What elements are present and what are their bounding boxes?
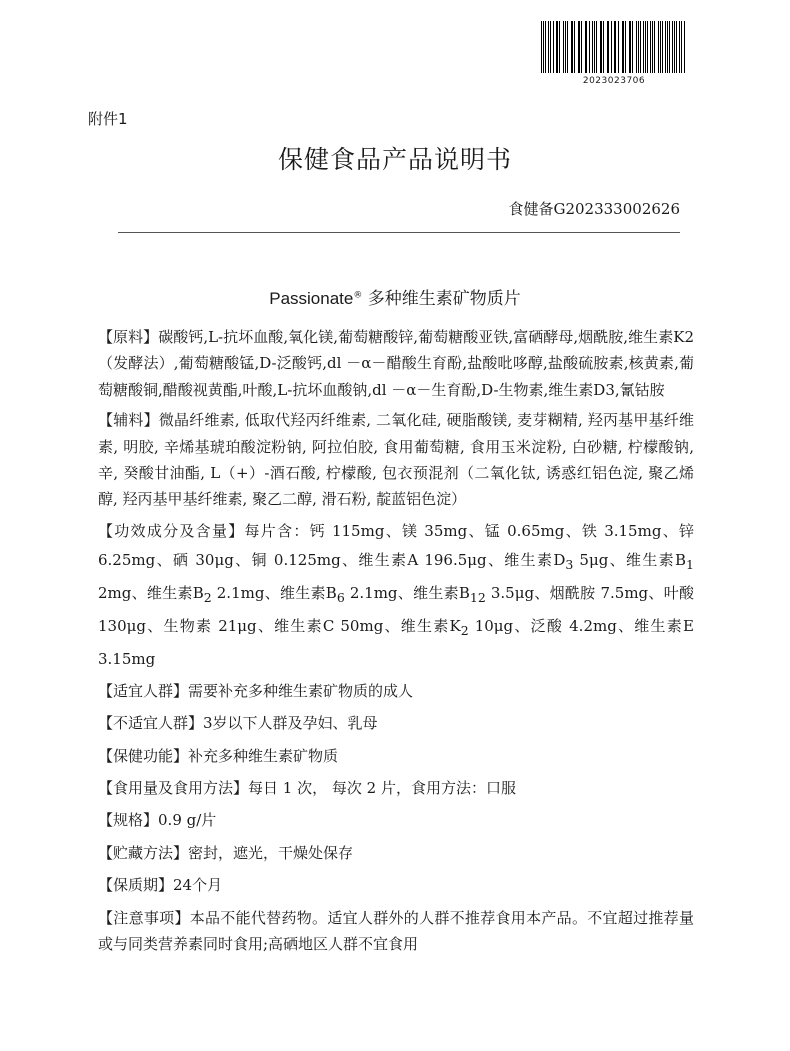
section-text: 10μg、泛酸 4.2mg、维生素E 3.15mg [98,616,694,668]
product-name [0,284,790,309]
attachment-label: 附件1 [88,110,128,128]
section-text: 补充多种维生素矿物质 [188,746,339,765]
section-label: 【食用量及食用方法】 [98,779,249,798]
document-body [98,324,694,964]
subscript: 6 [336,589,345,605]
section-notes [98,905,694,958]
section-specification [98,807,694,833]
registered-mark: ® [353,290,363,301]
barcode-bar [603,21,604,73]
section-shelf-life [98,872,694,898]
barcode-bar [574,21,575,73]
section-text: 微晶纤维素, 低取代羟丙纤维素, 二氧化硅, 硬脂酸镁, 麦芽糊精, 羟丙基甲基纤维素, 明胶, 辛烯基琥珀酸淀粉钠, 阿拉伯胶, 食用葡萄糖, 食用玉米淀粉, 白砂糖, 柠檬酸钠, 辛, 癸酸甘油酯, L（+）-酒石酸, 柠檬酸, 包衣预混剂（二氧化钛, 诱惑红铝色淀, 聚乙烯醇, 羟丙基甲基纤维素, 聚乙二醇, 滑石粉, 靛蓝铝色淀） [98,411,694,509]
section-storage [98,840,694,866]
section-text: 需要补充多种维生素矿物质的成人 [188,681,414,700]
barcode-bar [615,21,616,73]
barcode-bar [585,21,586,73]
product-name-en: Passionate [269,289,354,308]
barcode-bar [667,21,668,73]
barcode-bar [581,21,582,73]
section-excipients [98,407,694,513]
subscript: 1 [686,556,694,572]
barcode-bar [607,21,608,73]
section-label: 【贮藏方法】 [98,843,189,862]
barcode-bar [541,21,542,73]
section-label: 【功效成分及含量】 [98,521,245,540]
section-text: 3岁以下人群及孕妇、乳母 [203,714,378,733]
barcode-bar [559,21,560,73]
barcode-bar [567,21,568,73]
section-ingredients [98,324,694,403]
barcode-bar [636,21,637,73]
section-text: 碳酸钙,L-抗坏血酸,氧化镁,葡萄糖酸锌,葡萄糖酸亚铁,富硒酵母,烟酰胺,维生素K2（发酵法）,葡萄糖酸锰,D-泛酸钙,dl －α－醋酸生育酚,盐酸吡哆醇,盐酸硫胺素,核黄素,葡萄糖酸铜,醋酸视黄酯,叶酸,L-抗坏血酸钠,dl －α－生育酚,D-生物素,维生素D3,氰钴胺 [98,328,694,399]
section-text: 3.5μg、烟酰胺 7.5mg、叶酸 130μg、生物素 21μg、维生素C 50mg、维生素K [98,583,694,635]
section-text: 本品不能代替药物。适宜人群外的人群不推荐食用本产品。不宜超过推荐量或与同类营养素同时食用;高硒地区人群不宜食用 [98,908,694,954]
subscript: 3 [565,556,574,572]
section-functional-components [98,517,694,674]
section-label: 【辅料】 [98,411,159,430]
barcode-bar [643,21,644,73]
subscript: 2 [460,622,469,638]
section-label: 【不适宜人群】 [98,714,204,733]
section-label: 【注意事项】 [98,908,190,927]
section-unsuitable-people [98,710,694,736]
barcode-bar [672,21,673,73]
barcode-bar [548,21,549,73]
barcode-bar [679,21,680,73]
section-text: 密封，遮光，干燥处保存 [188,843,354,862]
section-text: 每片含：钙 115mg、镁 35mg、锰 0.65mg、铁 3.15mg、锌 6.25mg、硒 30μg、铜 0.125mg、维生素A 196.5μg、维生素D [98,521,694,569]
section-text: 2.1mg、维生素B [344,583,470,602]
section-text: 0.9 g/片 [158,811,217,830]
section-text: 5μg、维生素B [573,550,687,569]
section-health-function [98,743,694,769]
product-name-cn: 多种维生素矿物质片 [367,289,521,309]
barcode-bar [658,21,659,73]
section-text: 2mg、维生素B [98,583,204,602]
barcode-bar [632,21,633,73]
section-label: 【保质期】 [98,876,174,895]
barcode [540,20,688,92]
barcode-bar [563,21,564,73]
section-label: 【适宜人群】 [98,681,189,700]
barcode-bar [625,21,626,73]
section-text: 每日 1 次， 每次 2 片，食用方法：口服 [248,779,516,798]
barcode-number: 2023023706 [582,76,646,86]
barcode-bar [550,21,551,73]
barcode-bar [592,21,593,73]
page-title: 保健食品产品说明书 [277,145,512,174]
section-label: 【保健功能】 [98,746,189,765]
barcode-bar [596,21,597,73]
section-dosage [98,775,694,801]
barcode-bar [684,21,685,73]
subscript: 12 [469,589,486,605]
section-label: 【原料】 [98,328,159,346]
section-text: 2.1mg、维生素B [211,583,337,602]
registration-number: 食健备G202333002626 [508,200,680,218]
divider [118,232,680,233]
section-text: 24个月 [173,876,223,895]
barcode-bar [654,21,655,73]
barcode-bar [618,21,619,73]
barcode-bars [540,20,688,74]
subscript: 2 [203,589,212,605]
section-suitable-people [98,678,694,704]
section-label: 【规格】 [98,811,159,830]
barcode-bar [650,21,651,73]
